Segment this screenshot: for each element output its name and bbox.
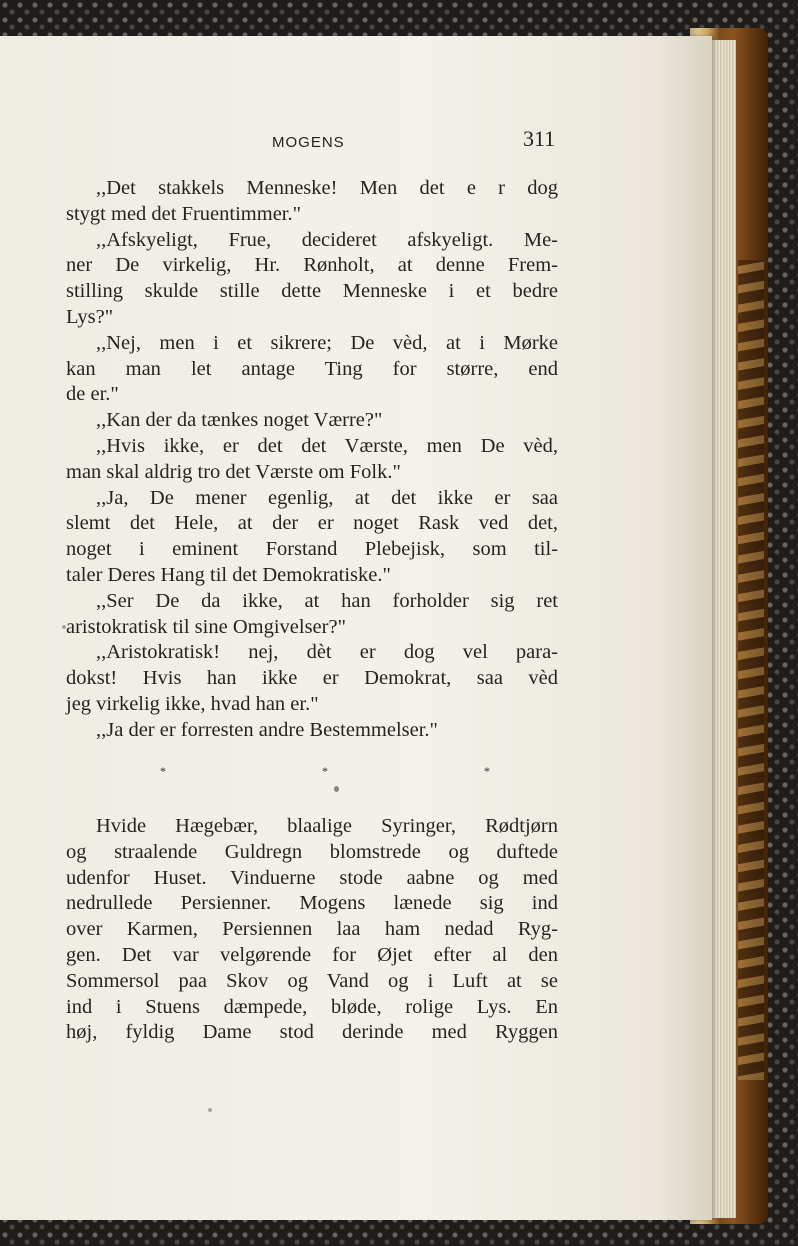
text-line: udenfor Huset. Vinduerne stode aabne og med xyxy=(66,866,558,889)
text-line: slemt det Hele, at der er noget Rask ved det, xyxy=(66,512,558,535)
text-line: stilling skulde stille dette Menneske i et bedre xyxy=(66,280,558,303)
text-line: jeg virkelig ikke, hvad han er." xyxy=(66,692,319,715)
paper-speck xyxy=(208,1108,212,1112)
text-line: taler Deres Hang til det Demokratiske." xyxy=(66,563,391,586)
text-line: ind i Stuens dæmpede, bløde, rolige Lys. En xyxy=(66,995,558,1018)
text-line: nedrullede Persienner. Mogens lænede sig ind xyxy=(66,892,558,915)
text-line: ,,Ja der er forresten andre Bestemmelser." xyxy=(96,718,438,741)
text-line: ner De virkelig, Hr. Rønholt, at denne Frem- xyxy=(66,254,558,277)
text-line: ,,Aristokratisk! nej, dèt er dog vel para- xyxy=(96,641,558,664)
section-break-star: * xyxy=(484,764,490,778)
text-line: aristokratisk til sine Omgivelser?" xyxy=(66,615,346,638)
section-break-star: * xyxy=(160,764,166,778)
text-line: dokst! Hvis han ikke er Demokrat, saa vèd xyxy=(66,667,558,690)
text-line: ,,Ja, De mener egenlig, at det ikke er saa xyxy=(96,486,558,509)
text-line: Sommersol paa Skov og Vand og i Luft at se xyxy=(66,969,558,992)
text-line: stygt med det Fruentimmer." xyxy=(66,202,301,225)
text-line: ,,Det stakkels Menneske! Men det e r dog xyxy=(96,177,558,199)
text-line: høj, fyldig Dame stod derinde med Ryggen xyxy=(66,1021,558,1044)
text-line: Hvide Hægebær, blaalige Syringer, Rødtjørn xyxy=(96,815,558,837)
section-break xyxy=(160,764,490,784)
text-line: de er." xyxy=(66,383,119,406)
text-line: man skal aldrig tro det Værste om Folk." xyxy=(66,460,401,483)
text-line: kan man let antage Ting for større, end xyxy=(66,357,558,380)
text-line: ,,Afskyeligt, Frue, decideret afskyeligt. Me- xyxy=(96,228,558,251)
text-line: ,,Ser De da ikke, at han forholder sig ret xyxy=(96,589,558,612)
text-line: ,,Hvis ikke, er det det Værste, men De vèd, xyxy=(96,434,558,457)
text-line: ,,Kan der da tænkes noget Værre?" xyxy=(96,409,383,432)
page-edges xyxy=(710,40,736,1218)
marbled-cover-edge xyxy=(738,260,764,1080)
text-line: ,,Nej, men i et sikrere; De vèd, at i Mørke xyxy=(96,331,558,354)
narrative-paragraph xyxy=(66,814,558,1046)
paper-speck xyxy=(334,786,339,792)
text-line: og straalende Guldregn blomstrede og duftede xyxy=(66,840,558,863)
dialogue-text xyxy=(66,176,558,744)
paper-speck xyxy=(62,625,66,629)
text-line: noget i eminent Forstand Plebejisk, som til- xyxy=(66,538,558,561)
running-head: MOGENS xyxy=(272,134,345,151)
text-line: over Karmen, Persiennen laa ham nedad Ryg- xyxy=(66,918,558,941)
section-break-star: * xyxy=(322,764,328,778)
page-header xyxy=(0,124,712,160)
text-line: Lys?" xyxy=(66,305,114,328)
page-number: 311 xyxy=(523,126,556,151)
text-line: gen. Det var velgørende for Øjet efter al den xyxy=(66,943,558,966)
